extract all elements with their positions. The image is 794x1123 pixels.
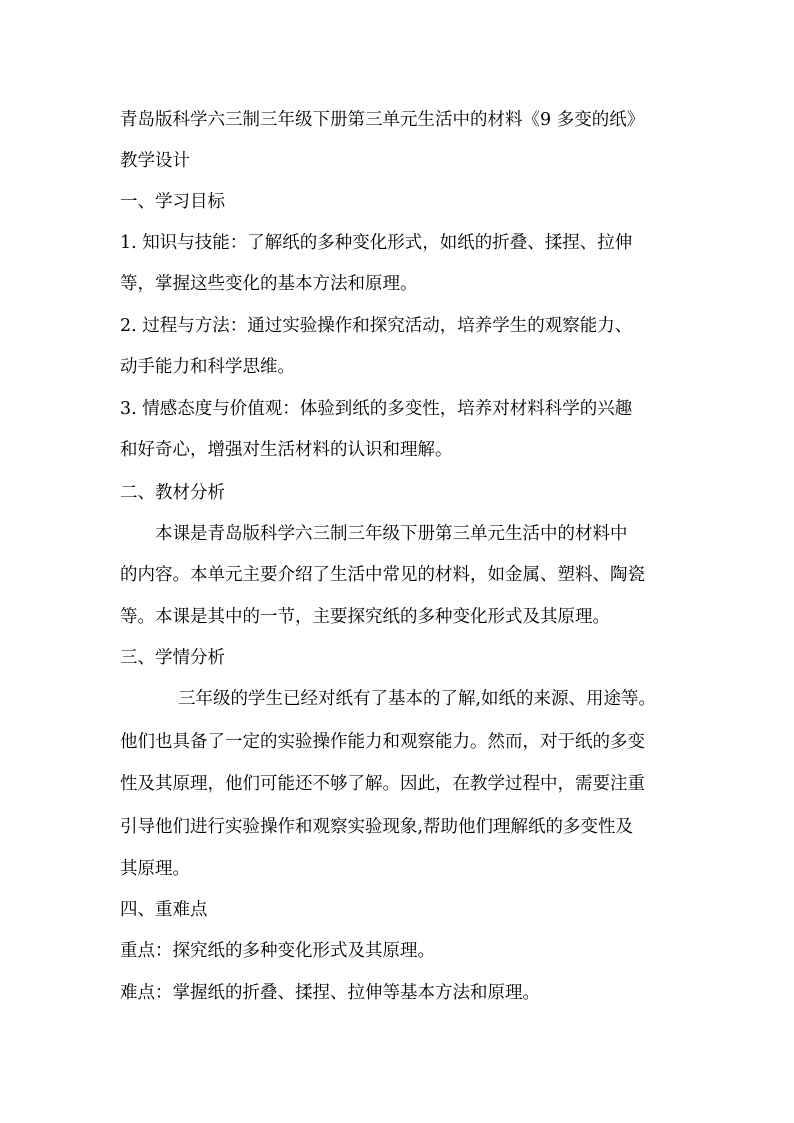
student-analysis-line-4: 引导他们进行实验操作和观察实验现象,帮助他们理解纸的多变性及	[120, 817, 634, 837]
student-analysis-line-1: 三年级的学生已经对纸有了基本的了解,如纸的来源、用途等。	[178, 689, 657, 709]
textbook-analysis-line-3: 等。本课是其中的一节，主要探究纸的多种变化形式及其原理。	[120, 607, 610, 627]
textbook-analysis-line-1: 本课是青岛版科学六三制三年级下册第三单元生活中的材料中	[155, 524, 628, 544]
section-heading-learning-objectives: 一、学习目标	[120, 192, 225, 212]
objective-1-line-2: 等，掌握这些变化的基本方法和原理。	[120, 274, 418, 294]
section-heading-textbook-analysis: 二、教材分析	[120, 483, 225, 503]
objective-3-line-1: 3. 情感态度与价值观：体验到纸的多变性，培养对材料科学的兴趣	[120, 399, 633, 419]
objective-1-line-1: 1. 知识与技能：了解纸的多种变化形式，如纸的折叠、揉捏、拉伸	[120, 233, 633, 253]
objective-2-line-2: 动手能力和科学思维。	[120, 357, 295, 377]
student-analysis-line-2: 他们也具备了一定的实验操作能力和观察能力。然而，对于纸的多变	[120, 732, 645, 752]
objective-3-line-2: 和好奇心，增强对生活材料的认识和理解。	[120, 440, 453, 460]
section-heading-student-analysis: 三、学情分析	[120, 648, 225, 668]
student-analysis-line-3: 性及其原理，他们可能还不够了解。因此，在教学过程中，需要注重	[120, 774, 645, 794]
textbook-analysis-line-2: 的内容。本单元主要介绍了生活中常见的材料，如金属、塑料、陶瓷	[120, 565, 645, 585]
difficult-point: 难点：掌握纸的折叠、揉捏、拉伸等基本方法和原理。	[120, 983, 540, 1003]
objective-2-line-1: 2. 过程与方法：通过实验操作和探究活动，培养学生的观察能力、	[120, 316, 633, 336]
section-heading-key-difficult-points: 四、重难点	[120, 900, 208, 920]
document-title-line-1: 青岛版科学六三制三年级下册第三单元生活中的材料《9 多变的纸》	[120, 110, 645, 130]
document-title-line-2: 教学设计	[120, 151, 190, 171]
student-analysis-line-5: 其原理。	[120, 859, 190, 879]
key-point: 重点：探究纸的多种变化形式及其原理。	[120, 941, 435, 961]
